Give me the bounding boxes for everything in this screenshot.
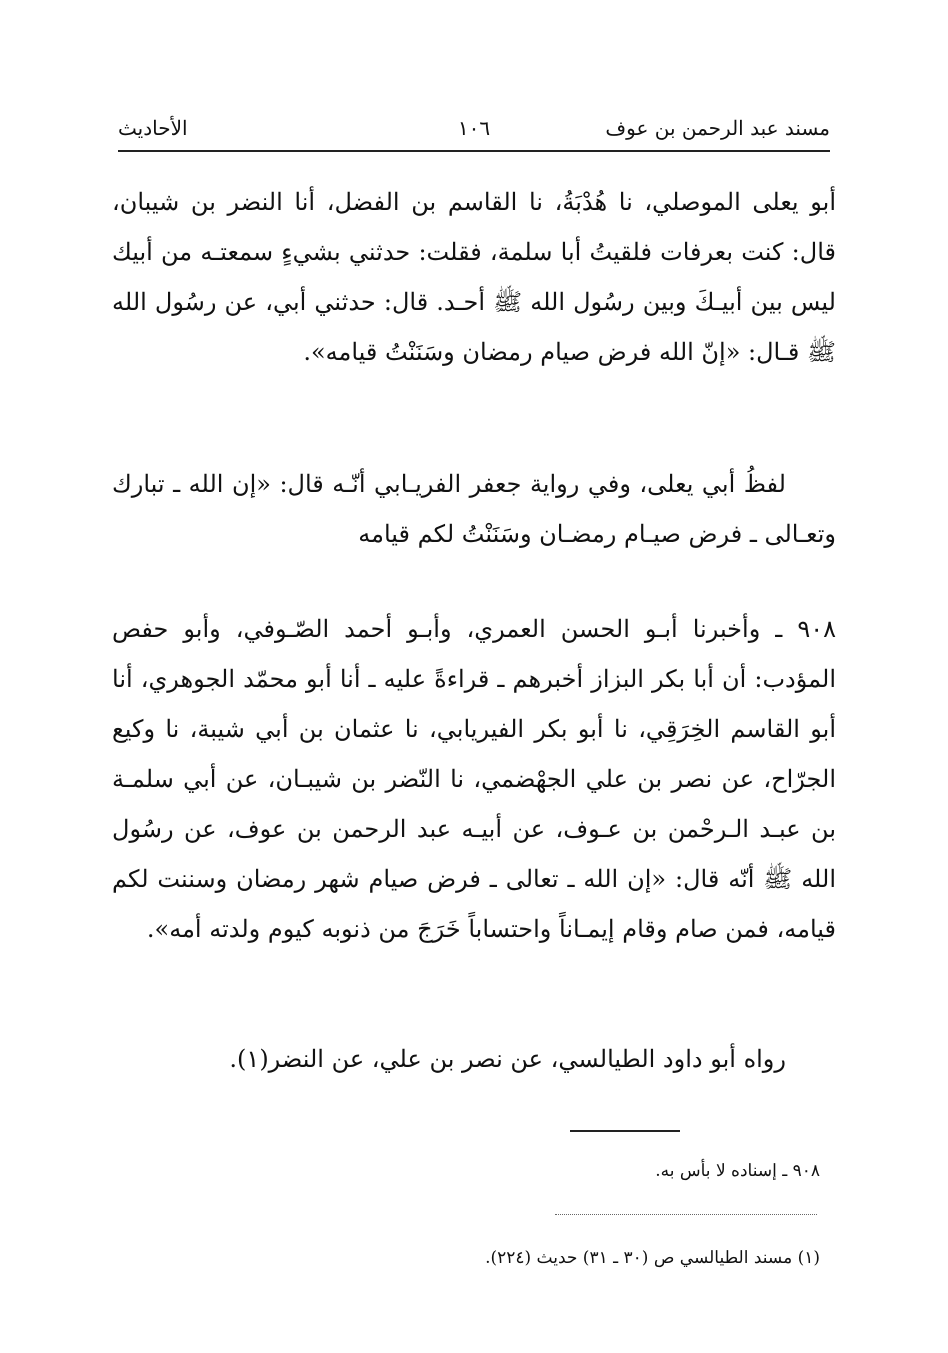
footnote-908: ٩٠٨ ـ إسناده لا بأس به.	[655, 1161, 820, 1181]
page-number: ١٠٦	[457, 116, 491, 140]
hadith-908: ٩٠٨ ـ وأخبرنا أبـو الحسن العمري، وأبـو أحمد الصّـوفي، وأبو حفص المؤدب: أن أبا بكر البزاز أخبرهم ـ قراءةً عليه ـ أنا أبو محمّد الجوهري، أنا أبو القاسم الخِرَقِي، نا أبو بكر الفيريابي، نا عثمان بن أبي شيبة، نا وكيع الجرّاح، عن نصر بن علي الجهْضمي، نا النّضر بن شيبـان، عن أبي سلمـة بن عبـد الـرحْمن بن عـوف، عن أبيـه عبد الرحمن بن عوف، عن رسُول الله ﷺ أنّه قال: «إن الله ـ تعالى ـ فرض صيام شهر رمضان وسننت لكم قيامه، فمن صام وقام إيمـاناً واحتساباً خَرَجَ من ذنوبه كيوم ولدته أمه».	[112, 615, 837, 943]
section-title: الأحاديث	[118, 116, 188, 140]
footnote-dotted-divider	[555, 1214, 817, 1215]
footnote-divider	[570, 1130, 680, 1132]
paragraph-variant: لفظُ أبي يعلى، وفي رواية جعفر الفريـابي أنّـه قال: «إن الله ـ تبارك وتعـالى ـ فرض صيـام رمضـان وسَنَنْتُ لكم قيامه	[112, 470, 836, 548]
footnote-1: (١) مسند الطيالسي ص (٣٠ ـ ٣١) حديث (٢٢٤).	[485, 1248, 820, 1268]
page-header	[118, 112, 830, 148]
book-title: مسند عبد الرحمن بن عوف	[605, 116, 830, 140]
paragraph-chain: أبو يعلى الموصلي، نا هُدْبَةُ، نا القاسم بن الفضل، أنا النضر بن شيبان، قال: كنت بعرفات فلقيتُ أبا سلمة، فقلت: حدثني بشيءٍ سمعتـه من أبيك ليس بين أبيـكَ وبين رسُول الله ﷺ أحـد. قال: حدثني أبي، عن رسُول الله ﷺ قـال: «إنّ الله فرض صيام رمضان وسَنَنْتُ قيامه».	[112, 188, 836, 366]
header-divider	[118, 150, 830, 152]
paragraph-narration: رواه أبو داود الطيالسي، عن نصر بن علي، عن النضر(١).	[229, 1045, 786, 1073]
